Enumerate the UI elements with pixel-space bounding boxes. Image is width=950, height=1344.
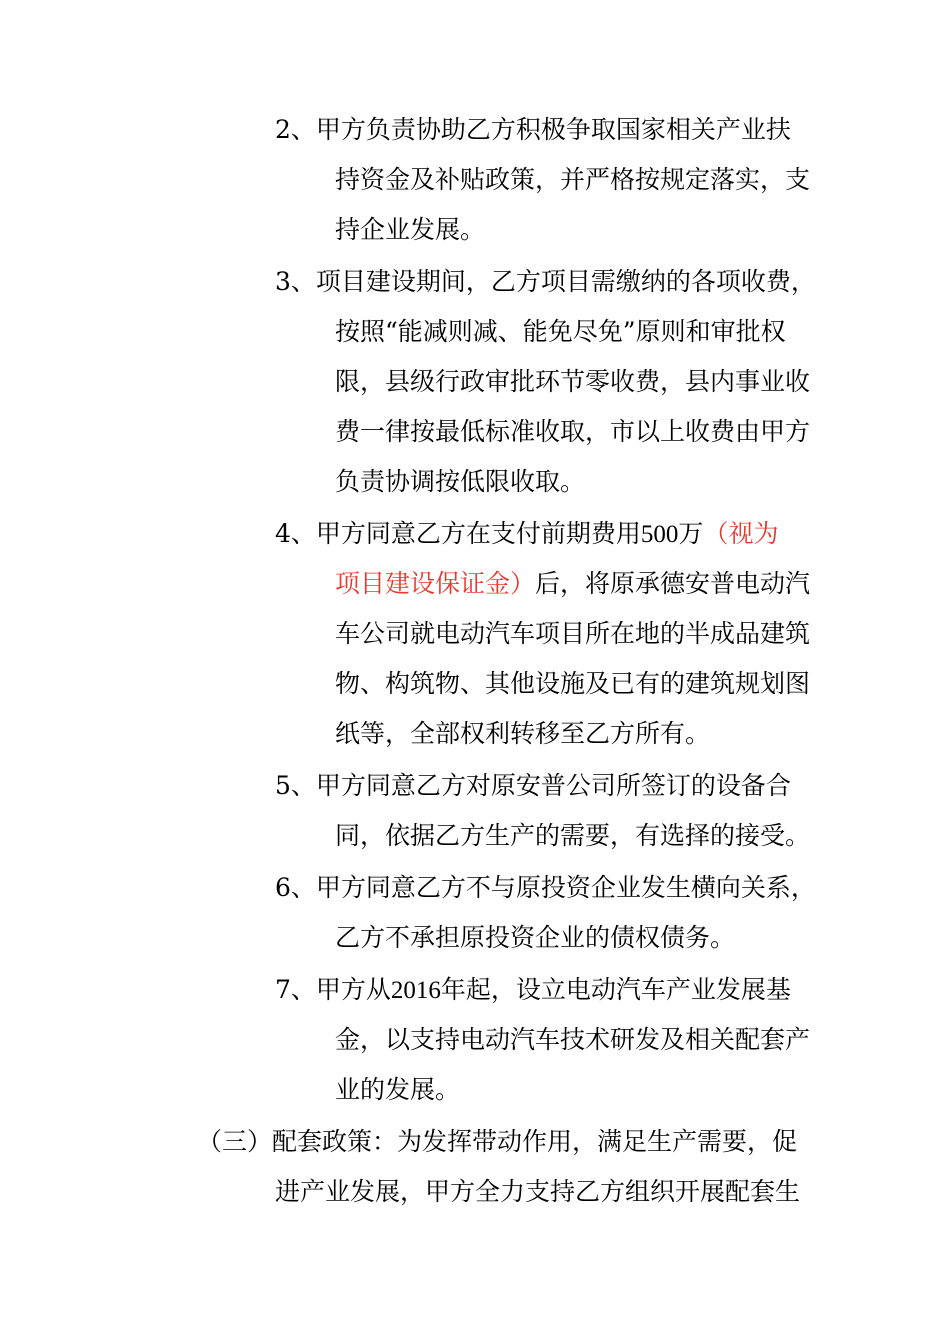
item-4-prefix: 4、甲方同意乙方在支付前期费用: [275, 519, 641, 548]
item-4-unit: 万: [678, 519, 704, 548]
section-3-line-1: （三）配套政策：为发挥带动作用，满足生产需要，促: [197, 1127, 798, 1156]
item-4-line-1: [275, 517, 778, 551]
item-6-line-1: 6、甲方同意乙方不与原投资企业发生横向关系，: [275, 873, 816, 902]
item-3-line-2: 按照“能减则减、能免尽免”原则和审批权: [335, 317, 786, 346]
item-4-highlight-end: 项目建设保证金）: [335, 569, 536, 598]
item-6-line-2: 乙方不承担原投资企业的债权债务。: [335, 923, 736, 952]
item-5-line-1: 5、甲方同意乙方对原安普公司所签订的设备合: [275, 771, 791, 800]
item-4-line-5: 纸等，全部权利转移至乙方所有。: [335, 719, 711, 748]
item-7-prefix: 7、甲方从: [275, 975, 391, 1004]
item-7-line-3: 业的发展。: [335, 1075, 461, 1104]
item-4-line-2: [335, 567, 810, 601]
item-4-amount: 500: [640, 521, 679, 548]
item-3-line-5: 负责协调按低限收取。: [335, 467, 586, 496]
item-4-line-2-rest: 后，将原承德安普电动汽: [535, 569, 811, 598]
item-7-year: 2016: [390, 977, 441, 1004]
item-4-line-3: 车公司就电动汽车项目所在地的半成品建筑: [335, 619, 811, 648]
item-3-line-3: 限，县级行政审批环节零收费，县内事业收: [335, 367, 811, 396]
item-3-line-1: 3、项目建设期间，乙方项目需缴纳的各项收费，: [275, 267, 816, 296]
item-5-line-2: 同，依据乙方生产的需要，有选择的接受。: [335, 821, 811, 850]
item-4-highlight-start: （视为: [703, 519, 779, 548]
section-3-line-2: 进产业发展，甲方全力支持乙方组织开展配套生: [275, 1177, 801, 1206]
item-3-line-4: 费一律按最低标准收取，市以上收费由甲方: [335, 417, 811, 446]
item-7-line-2: 金，以支持电动汽车技术研发及相关配套产: [335, 1025, 811, 1054]
item-7-line-1-rest: 年起，设立电动汽车产业发展基: [440, 975, 791, 1004]
item-2-line-1: 2、甲方负责协助乙方积极争取国家相关产业扶: [275, 115, 791, 144]
item-2-line-2: 持资金及补贴政策，并严格按规定落实，支: [335, 165, 811, 194]
item-7-line-1: [275, 973, 791, 1007]
item-4-line-4: 物、构筑物、其他设施及已有的建筑规划图: [335, 669, 811, 698]
item-2-line-3: 持企业发展。: [335, 215, 486, 244]
